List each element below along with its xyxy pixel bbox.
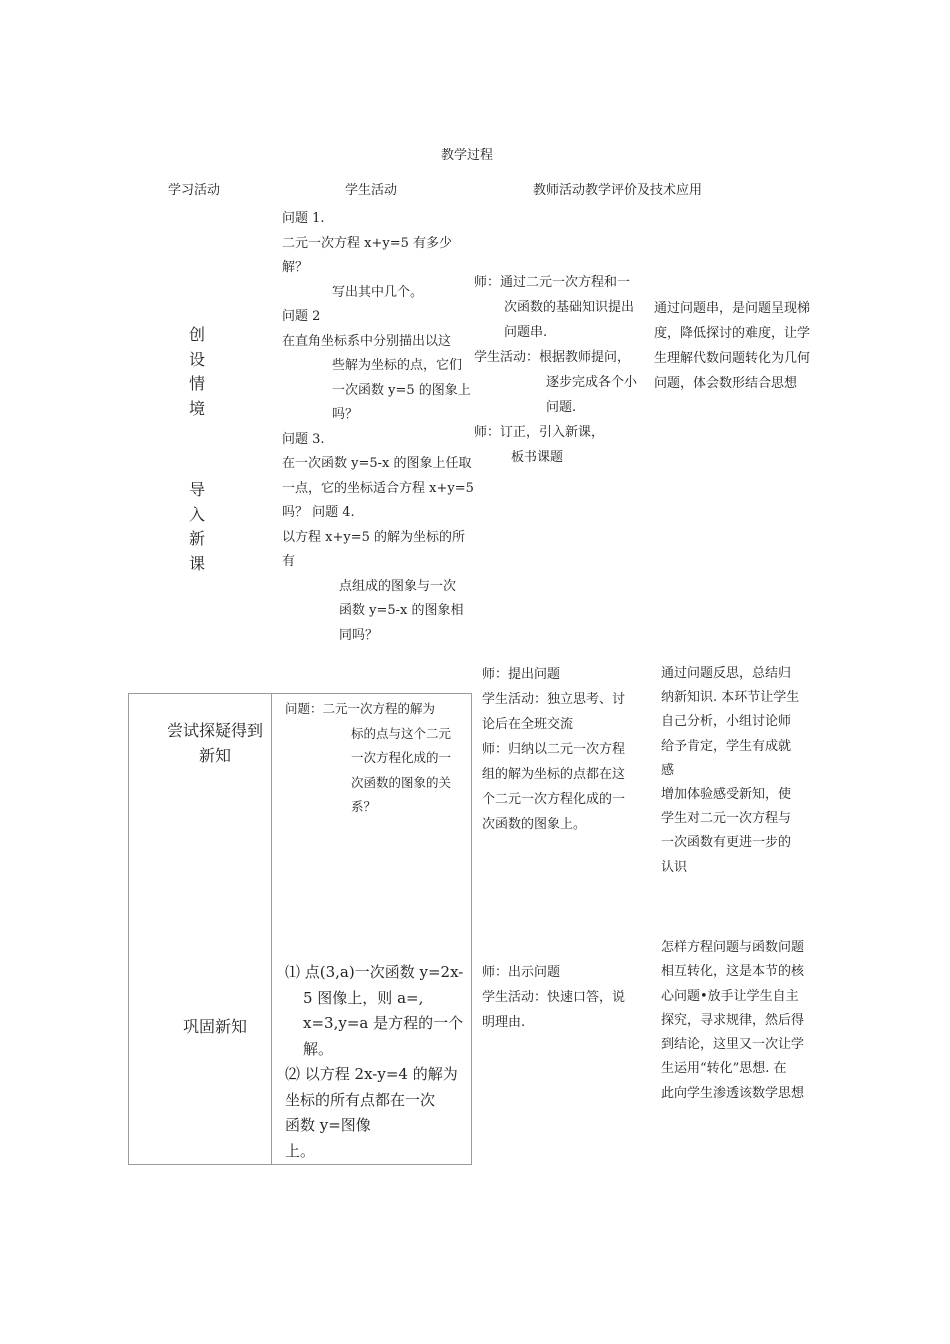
header-learning-activity: 学习活动 (168, 183, 221, 198)
section1-label-part1: 创 设 情 境 (188, 325, 205, 418)
section3-teacher-activity: 师：出示问题 学生活动：快速口答，说 明理由. (482, 965, 626, 1030)
section3-label: 巩固新知 (182, 1017, 247, 1036)
table-divider (271, 693, 272, 1165)
header-teacher-activity: 教师活动教学评价及技术应用 (533, 183, 703, 198)
section2-teacher-activity: 师：提出问题 学生活动：独立思考、讨 论后在全班交流 师：归纳以二元一次方程 组的解为坐标的点都在这 个二元一次方程化成的一 次函数的图象上。 (482, 667, 626, 832)
section1-label-part2: 导 入 新 课 (188, 480, 205, 573)
section3-evaluation: 怎样方程问题与函数问题 相互转化，这是本节的核 心问题•放手让学生自主 探究，寻求规律，然后得 到结论，这里又一次让学 生运用“转化”思想. 在 此向学生渗透该数学思想 (661, 940, 805, 1101)
page-title: 教学过程 (441, 148, 494, 163)
section1-evaluation: 通过问题串，是问题呈现梯 度，降低探讨的难度，让学 生理解代数问题转化为几何 问题，体会数形结合思想 (654, 301, 811, 391)
section1-student-activity: 问题 1. 二元一次方程 x+y=5 有多少解？ 写出其中几个。 问题 2 在直角坐标系中分别描出以这 些解为坐标的点，它们 一次函数 y=5 的图象上 吗？ 问题 3. 在一次函数 y=5-x 的图象上任取 一点，它的坐标适合方程 x+y=5 吗？ 问题 4. 以方程 x+y=5 的解为坐标的所有 点组成的图象与一次 函数 y=5-x 的图象相 同吗？ (282, 211, 474, 643)
header-student-activity: 学生活动 (345, 183, 398, 198)
section3-student-activity: ⑴ 点(3,a)一次函数 y=2x- 5 图像上，则 a=, x=3,y=a 是方程的一个 解。 ⑵ 以方程 2x-y=4 的解为 坐标的所有点都在一次 函数 y=图像 上。 (285, 963, 464, 1160)
section1-teacher-activity: 师：通过二元一次方程和一 次函数的基础知识提出 问题串. 学生活动：根据教师提问， 逐步完成各个小 问题. 师：订正，引入新课， 板书课题 (474, 275, 638, 465)
section2-evaluation: 通过问题反思，总结归 纳新知识. 本环节让学生 自己分析，小组讨论师 给予肯定，学生有成就 感 增加体验感受新知，使 学生对二元一次方程与 一次函数有更进一步的 认识 (661, 666, 800, 875)
section2-label: 尝试探疑得到 新知 (166, 721, 263, 765)
section2-student-activity: 问题：二元一次方程的解为 标的点与这个二元 一次方程化成的一 次函数的图象的关 系？ (285, 701, 452, 814)
